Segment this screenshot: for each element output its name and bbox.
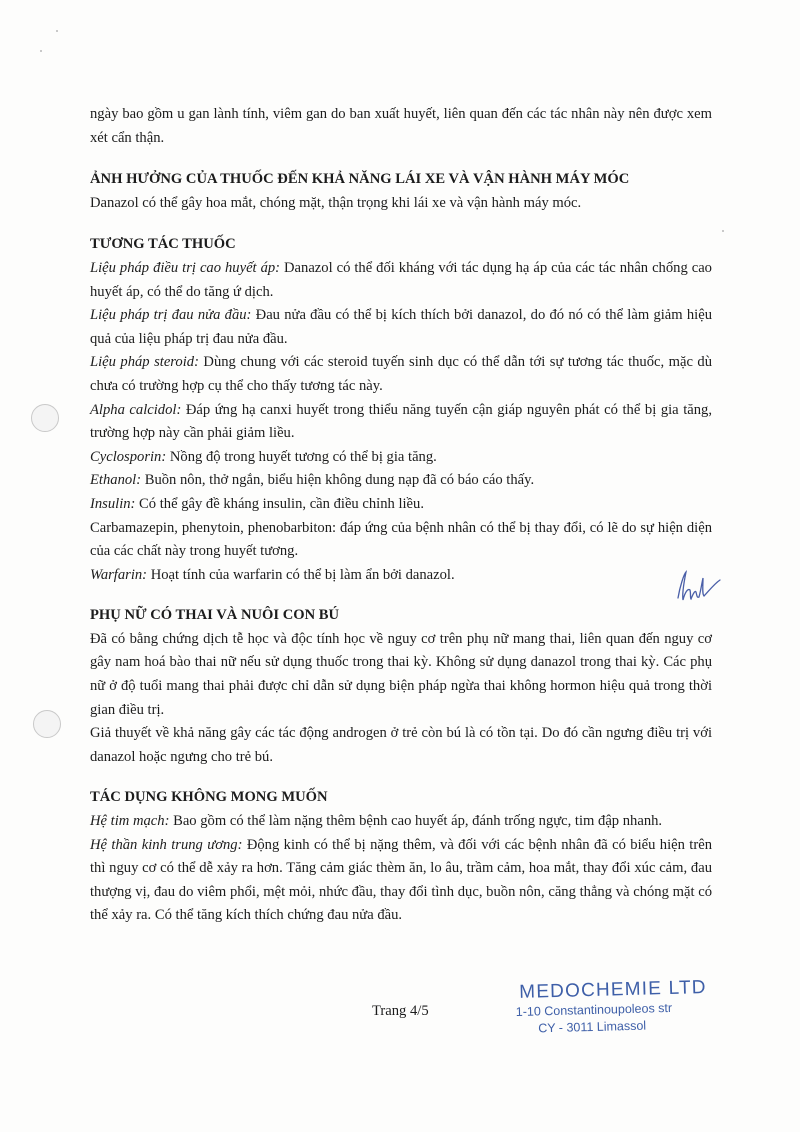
adverse-list <box>90 810 712 928</box>
pregnancy-heading: PHỤ NỮ CÓ THAI VÀ NUÔI CON BÚ <box>90 607 340 624</box>
item-text: Hoạt tính của warfarin có thể bị làm ẩn bởi danazol. <box>147 566 455 583</box>
punch-hole-top <box>31 404 59 432</box>
list-item <box>90 469 712 493</box>
list-item <box>90 564 712 588</box>
item-label: Insulin: <box>90 495 136 512</box>
item-text: Dùng chung với các steroid tuyến sinh dục có thể dẫn tới sự tương tác thuốc, mặc dù chưa có trường hợp cụ thể cho thấy tương tác này. <box>90 354 712 394</box>
list-item <box>90 399 712 446</box>
item-label: Warfarin: <box>90 566 148 583</box>
item-text: Động kinh có thể bị nặng thêm, và đối với các bệnh nhân đã có biểu hiện trên thì nguy cơ có thể dễ xảy ra hơn. Tăng cảm giác thèm ăn, lo âu, trầm cảm, hoa mắt, thay đổi xúc cảm, đau thượng vị, đau do viêm phổi, mệt mỏi, nhức đầu, thay đổi tình dục, buồn nôn, căng thẳng và chóng mặt có thể xảy ra. Có thể tăng kích thích chứng đau nửa đầu. <box>90 836 712 924</box>
stamp-address-line-2: CY - 3011 Limassol <box>538 1018 647 1036</box>
stamp-address-line-1: 1-10 Constantinoupoleos str <box>515 1000 673 1019</box>
list-item <box>90 304 712 351</box>
item-label: Alpha calcidol: <box>90 401 182 418</box>
interactions-list <box>90 257 712 587</box>
list-item <box>90 446 712 470</box>
item-text: Carbamazepin, phenytoin, phenobarbiton: đáp ứng của bệnh nhân có thể bị thay đổi, có lẽ do sự hiện diện của các chất này trong huyết tương. <box>90 519 712 560</box>
punch-hole-bottom <box>33 710 61 738</box>
interactions-heading: TƯƠNG TÁC THUỐC <box>90 236 236 253</box>
adverse-heading: TÁC DỤNG KHÔNG MONG MUỐN <box>90 789 328 806</box>
stamp-company: MEDOCHEMIE LTD <box>518 976 707 1003</box>
item-label: Liệu pháp trị đau nửa đầu: <box>90 307 252 324</box>
list-item <box>90 351 712 398</box>
driving-paragraph: Danazol có thể gây hoa mắt, chóng mặt, thận trọng khi lái xe và vận hành máy móc. <box>90 194 582 211</box>
list-item <box>90 810 712 834</box>
item-text: Buồn nôn, thở ngắn, biểu hiện không dung nạp đã có báo cáo thấy. <box>141 472 535 489</box>
page-number: Trang 4/5 <box>372 1003 429 1019</box>
item-label: Hệ thần kinh trung ương: <box>90 836 243 853</box>
pregnancy-paragraph-2: Giả thuyết về khả năng gây các tác động androgen ở trẻ còn bú là có tồn tại. Do đó cần ngưng điều trị với danazol hoặc ngưng cho trẻ bú. <box>90 725 712 765</box>
item-text: Bao gồm có thể làm nặng thêm bệnh cao huyết áp, đánh trống ngực, tim đập nhanh. <box>169 813 663 830</box>
company-stamp <box>515 977 716 1038</box>
list-item <box>90 517 712 564</box>
item-text: Có thể gây đề kháng insulin, cần điều chỉnh liều. <box>135 495 424 512</box>
item-text: Đau nửa đầu có thể bị kích thích bởi danazol, do đó nó có thể làm giảm hiệu quả của liệu pháp trị đau nửa đầu. <box>90 307 713 347</box>
item-label: Liệu pháp steroid: <box>90 354 199 371</box>
list-item <box>90 493 712 517</box>
item-label: Cyclosporin: <box>90 448 167 465</box>
item-label: Liệu pháp điều trị cao huyết áp: <box>90 259 281 276</box>
item-label: Ethanol: <box>90 472 142 489</box>
driving-heading: ẢNH HƯỞNG CỦA THUỐC ĐẾN KHẢ NĂNG LÁI XE VÀ VẬN HÀNH MÁY MÓC <box>90 171 630 188</box>
initials-signature <box>672 568 724 604</box>
document-body <box>90 103 712 928</box>
item-label: Hệ tim mạch: <box>90 813 170 830</box>
item-text: Danazol có thể đối kháng với tác dụng hạ áp của các tác nhân chống cao huyết áp, có thể do tăng ứ dịch. <box>90 259 712 300</box>
intro-paragraph: ngày bao gồm u gan lành tính, viêm gan do ban xuất huyết, liên quan đến các tác nhân này nên được xem xét cẩn thận. <box>90 106 712 146</box>
item-text: Đáp ứng hạ canxi huyết trong thiểu năng tuyến cận giáp nguyên phát có thể bị gia tăng, trường hợp này cần phải giảm liều. <box>90 401 712 442</box>
list-item <box>90 834 712 928</box>
pregnancy-paragraph-1: Đã có bằng chứng dịch tễ học và độc tính học về nguy cơ trên phụ nữ mang thai, liên quan đến nguy cơ gây nam hoá bào thai nữ nếu sử dụng thuốc trong thai kỳ. Không sử dụng danazol trong thai kỳ. Các phụ nữ ở độ tuổi mang thai phải được chỉ dẫn sử dụng biện pháp ngừa thai không hormon hiệu quả trong thời gian điều trị. <box>90 630 712 718</box>
list-item <box>90 257 712 304</box>
item-text: Nồng độ trong huyết tương có thể bị gia tăng. <box>166 448 437 465</box>
